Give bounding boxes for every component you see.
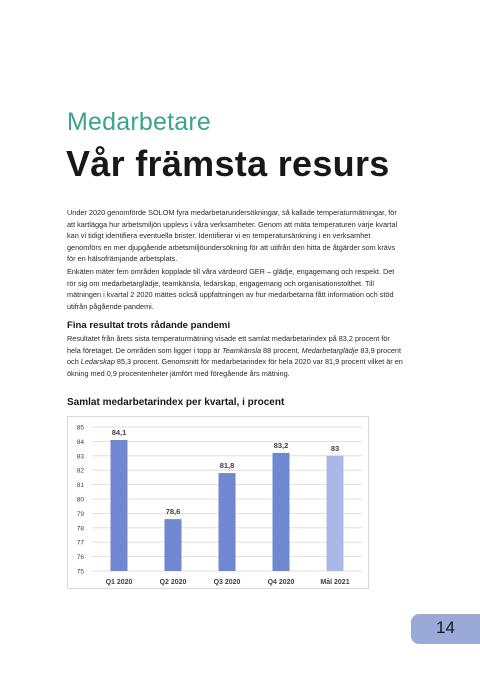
y-tick-label: 79 xyxy=(76,510,84,518)
results-emphasis-ledarskap: Ledarskap xyxy=(80,357,115,367)
bar-data-label: 83 xyxy=(330,443,340,453)
intro-paragraph: Under 2020 genomförde SOLOM fyra medarbetarundersökningar, så kallade temperaturmätningar, för att kartlägga hur arbetsmiljön upplevs i våra verksamheter. Genom att mäta temperaturen varje kvartal kan vi tidigt identifiera eventuella brister. Identifierar vi en temperatursänkning i en verksamhet genomförs en mer djupgående arbetsmiljöundersökning för att utifrån den hitta de åtgärder som krävs för en hälsofrämjande arbetsplats. xyxy=(67,208,398,264)
results-text-3: 83,9 procent och xyxy=(67,345,402,367)
y-tick-label: 82 xyxy=(76,467,84,475)
bar-chart xyxy=(67,416,369,589)
results-text-2: 88 procent, xyxy=(261,345,302,355)
page-number-tab xyxy=(411,614,480,644)
page-number: 14 xyxy=(436,618,455,637)
x-tick-label: Q4 2020 xyxy=(267,579,295,586)
y-tick-label: 76 xyxy=(76,554,84,562)
bar-data-label: 83,2 xyxy=(273,440,289,450)
y-tick-label: 84 xyxy=(76,438,84,446)
bar-mål-2021 xyxy=(327,456,344,571)
y-tick-label: 83 xyxy=(76,453,84,461)
subheading: Fina resultat trots rådande pandemi xyxy=(67,320,231,331)
chart-heading: Samlat medarbetarindex per kvartal, i procent xyxy=(67,397,285,408)
section-label: Medarbetare xyxy=(67,108,211,136)
bar-data-label: 81,8 xyxy=(219,461,235,471)
results-text-1: Resultatet från årets sista temperaturmätning visade ett samlat medarbetarindex på 83,2 procent för hela företaget. De områden som ligger i topp är xyxy=(67,334,390,355)
y-tick-label: 85 xyxy=(76,424,84,432)
y-tick-label: 81 xyxy=(76,482,84,490)
x-tick-label: Q2 2020 xyxy=(159,579,187,586)
bar-q2-2020 xyxy=(165,519,182,571)
page-title: Vår främsta resurs xyxy=(66,143,390,184)
survey-paragraph: Enkäten mäter fem områden kopplade till våra värdeord GER – glädje, engagemang och respekt. Det rör sig om medarbetarglädje, teamkänsla, ledarskap, engagemang och organisationstolthet. Till mätningen i kvartal 2 2020 mättes också uppfattningen av hur medarbetarna fått information och stöd utifrån pågående pandemi. xyxy=(67,267,395,311)
x-tick-label: Q1 2020 xyxy=(105,579,133,586)
x-tick-label: Mål 2021 xyxy=(320,579,350,586)
bar-data-label: 78,6 xyxy=(165,507,181,517)
results-emphasis-teamkansla: Teamkänsla xyxy=(221,345,262,355)
bar-q1-2020 xyxy=(111,440,128,571)
y-tick-label: 77 xyxy=(76,539,84,547)
y-tick-label: 78 xyxy=(76,525,84,533)
results-paragraph xyxy=(67,333,403,379)
bar-data-label: 84,1 xyxy=(111,427,127,437)
y-tick-label: 80 xyxy=(76,496,84,504)
results-emphasis-medarbetargladje: Medarbetarglädje xyxy=(301,345,359,355)
bar-chart-canvas xyxy=(68,417,368,588)
x-tick-label: Q3 2020 xyxy=(213,579,241,586)
results-text-4: 85,3 procent. Genomsnitt för medarbetarindex för hela 2020 var 81,9 procent vilket är en ökning med 0,9 procentenheter jämfört med föregående års mätning. xyxy=(67,357,403,378)
bar-q4-2020 xyxy=(273,453,290,571)
bar-q3-2020 xyxy=(219,473,236,571)
y-tick-label: 75 xyxy=(76,568,84,576)
